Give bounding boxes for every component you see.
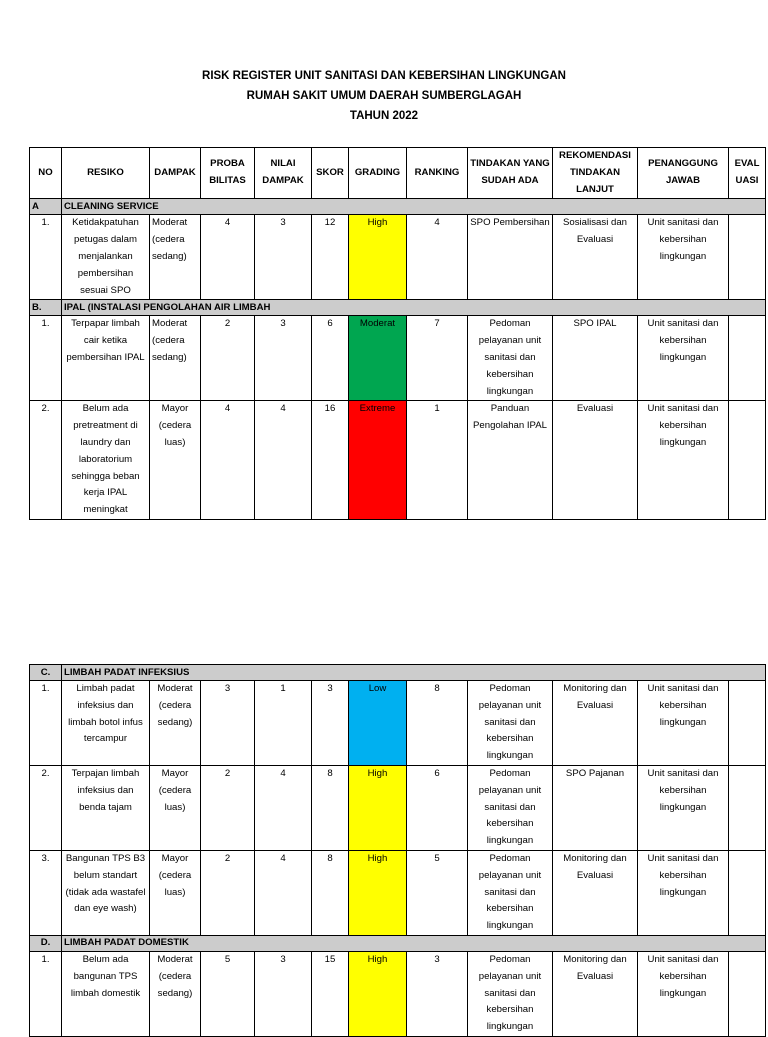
- cell-dampak: Moderat (cedera sedang): [150, 951, 201, 1036]
- cell-nilai-dampak: 3: [255, 951, 312, 1036]
- cell-grading: Moderat: [349, 316, 407, 401]
- cell-rekomendasi: Monitoring dan Evaluasi: [553, 850, 638, 935]
- cell-no: 2.: [30, 401, 62, 520]
- header-resiko: RESIKO: [62, 148, 150, 199]
- cell-grading: Extreme: [349, 401, 407, 520]
- document-title: [0, 66, 768, 126]
- cell-skor: 15: [312, 951, 349, 1036]
- table-row: [30, 765, 766, 850]
- cell-no: 1.: [30, 681, 62, 766]
- cell-ranking: 7: [407, 316, 468, 401]
- cell-nilai-dampak: 4: [255, 401, 312, 520]
- header-probabilitas: PROBA BILITAS: [201, 148, 255, 199]
- cell-evaluasi: [729, 316, 766, 401]
- cell-evaluasi: [729, 215, 766, 300]
- cell-probabilitas: 5: [201, 951, 255, 1036]
- section-code: C.: [30, 665, 62, 681]
- cell-penanggung-jawab: Unit sanitasi dan kebersihan lingkungan: [638, 765, 729, 850]
- cell-nilai-dampak: 4: [255, 765, 312, 850]
- risk-register-table-page-1: [29, 147, 766, 520]
- cell-penanggung-jawab: Unit sanitasi dan kebersihan lingkungan: [638, 215, 729, 300]
- cell-evaluasi: [729, 850, 766, 935]
- cell-ranking: 5: [407, 850, 468, 935]
- cell-skor: 6: [312, 316, 349, 401]
- section-code: B.: [30, 300, 62, 316]
- cell-evaluasi: [729, 765, 766, 850]
- header-rekomendasi: REKOMENDASI TINDAKAN LANJUT: [553, 148, 638, 199]
- cell-resiko: Terpapar limbah cair ketika pembersihan IPAL: [62, 316, 150, 401]
- cell-tindakan: Pedoman pelayanan unit sanitasi dan kebersihan lingkungan: [468, 765, 553, 850]
- table-row: [30, 316, 766, 401]
- section-name: CLEANING SERVICE: [62, 199, 766, 215]
- cell-evaluasi: [729, 681, 766, 766]
- cell-resiko: Belum ada pretreatment di laundry dan laboratorium sehingga beban kerja IPAL meningkat: [62, 401, 150, 520]
- cell-tindakan: SPO Pembersihan: [468, 215, 553, 300]
- section-name: IPAL (INSTALASI PENGOLAHAN AIR LIMBAH: [62, 300, 766, 316]
- table-row: [30, 850, 766, 935]
- cell-grading: High: [349, 765, 407, 850]
- header-nilai-dampak: NILAI DAMPAK: [255, 148, 312, 199]
- cell-grading: High: [349, 850, 407, 935]
- cell-grading: High: [349, 215, 407, 300]
- cell-rekomendasi: Evaluasi: [553, 401, 638, 520]
- title-line-1: RISK REGISTER UNIT SANITASI DAN KEBERSIHAN LINGKUNGAN: [202, 70, 566, 82]
- cell-no: 1.: [30, 951, 62, 1036]
- cell-skor: 8: [312, 850, 349, 935]
- table-row: [30, 215, 766, 300]
- cell-dampak: Moderat (cedera sedang): [150, 215, 201, 300]
- cell-penanggung-jawab: Unit sanitasi dan kebersihan lingkungan: [638, 316, 729, 401]
- cell-no: 1.: [30, 316, 62, 401]
- cell-probabilitas: 4: [201, 401, 255, 520]
- section-code: D.: [30, 935, 62, 951]
- cell-resiko: Ketidakpatuhan petugas dalam menjalankan pembersihan sesuai SPO: [62, 215, 150, 300]
- cell-tindakan: Pedoman pelayanan unit sanitasi dan kebersihan lingkungan: [468, 316, 553, 401]
- header-grading: GRADING: [349, 148, 407, 199]
- table-header-row: [30, 148, 766, 199]
- cell-dampak: Mayor (cedera luas): [150, 850, 201, 935]
- cell-evaluasi: [729, 401, 766, 520]
- title-line-3: TAHUN 2022: [349, 110, 419, 122]
- cell-skor: 16: [312, 401, 349, 520]
- cell-skor: 3: [312, 681, 349, 766]
- cell-probabilitas: 2: [201, 316, 255, 401]
- cell-rekomendasi: SPO IPAL: [553, 316, 638, 401]
- cell-tindakan: Pedoman pelayanan unit sanitasi dan kebersihan lingkungan: [468, 951, 553, 1036]
- header-evaluasi: EVAL UASI: [729, 148, 766, 199]
- cell-tindakan: Pedoman pelayanan unit sanitasi dan kebersihan lingkungan: [468, 850, 553, 935]
- risk-register-table-page-2: [29, 664, 766, 1037]
- section-row-d: [30, 935, 766, 951]
- cell-penanggung-jawab: Unit sanitasi dan kebersihan lingkungan: [638, 401, 729, 520]
- table-row: [30, 401, 766, 520]
- cell-rekomendasi: Monitoring dan Evaluasi: [553, 681, 638, 766]
- cell-grading: Low: [349, 681, 407, 766]
- header-dampak: DAMPAK: [150, 148, 201, 199]
- cell-dampak: Mayor (cedera luas): [150, 401, 201, 520]
- section-code: A: [30, 199, 62, 215]
- cell-probabilitas: 3: [201, 681, 255, 766]
- cell-no: 1.: [30, 215, 62, 300]
- cell-ranking: 6: [407, 765, 468, 850]
- header-ranking: RANKING: [407, 148, 468, 199]
- cell-rekomendasi: Monitoring dan Evaluasi: [553, 951, 638, 1036]
- section-row-b: [30, 300, 766, 316]
- cell-rekomendasi: SPO Pajanan: [553, 765, 638, 850]
- header-skor: SKOR: [312, 148, 349, 199]
- cell-penanggung-jawab: Unit sanitasi dan kebersihan lingkungan: [638, 850, 729, 935]
- cell-penanggung-jawab: Unit sanitasi dan kebersihan lingkungan: [638, 951, 729, 1036]
- cell-ranking: 1: [407, 401, 468, 520]
- header-tindakan: TINDAKAN YANG SUDAH ADA: [468, 148, 553, 199]
- header-no: NO: [30, 148, 62, 199]
- cell-resiko: Limbah padat infeksius dan limbah botol infus tercampur: [62, 681, 150, 766]
- cell-dampak: Mayor (cedera luas): [150, 765, 201, 850]
- cell-nilai-dampak: 1: [255, 681, 312, 766]
- section-name: LIMBAH PADAT DOMESTIK: [62, 935, 766, 951]
- cell-nilai-dampak: 3: [255, 215, 312, 300]
- cell-no: 3.: [30, 850, 62, 935]
- table-row: [30, 681, 766, 766]
- cell-resiko: Belum ada bangunan TPS limbah domestik: [62, 951, 150, 1036]
- cell-resiko: Bangunan TPS B3 belum standart (tidak ada wastafel dan eye wash): [62, 850, 150, 935]
- cell-dampak: Moderat (cedera sedang): [150, 316, 201, 401]
- cell-no: 2.: [30, 765, 62, 850]
- section-name: LIMBAH PADAT INFEKSIUS: [62, 665, 766, 681]
- cell-grading: High: [349, 951, 407, 1036]
- cell-skor: 8: [312, 765, 349, 850]
- cell-nilai-dampak: 4: [255, 850, 312, 935]
- cell-tindakan: Panduan Pengolahan IPAL: [468, 401, 553, 520]
- section-row-c: [30, 665, 766, 681]
- header-penanggung-jawab: PENANGGUNG JAWAB: [638, 148, 729, 199]
- cell-ranking: 8: [407, 681, 468, 766]
- cell-resiko: Terpajan limbah infeksius dan benda tajam: [62, 765, 150, 850]
- cell-dampak: Moderat (cedera sedang): [150, 681, 201, 766]
- title-line-2: RUMAH SAKIT UMUM DAERAH SUMBERGLAGAH: [246, 90, 522, 102]
- cell-probabilitas: 2: [201, 850, 255, 935]
- cell-probabilitas: 4: [201, 215, 255, 300]
- section-row-a: [30, 199, 766, 215]
- cell-ranking: 4: [407, 215, 468, 300]
- cell-penanggung-jawab: Unit sanitasi dan kebersihan lingkungan: [638, 681, 729, 766]
- cell-ranking: 3: [407, 951, 468, 1036]
- cell-nilai-dampak: 3: [255, 316, 312, 401]
- cell-skor: 12: [312, 215, 349, 300]
- cell-rekomendasi: Sosialisasi dan Evaluasi: [553, 215, 638, 300]
- cell-tindakan: Pedoman pelayanan unit sanitasi dan kebersihan lingkungan: [468, 681, 553, 766]
- cell-probabilitas: 2: [201, 765, 255, 850]
